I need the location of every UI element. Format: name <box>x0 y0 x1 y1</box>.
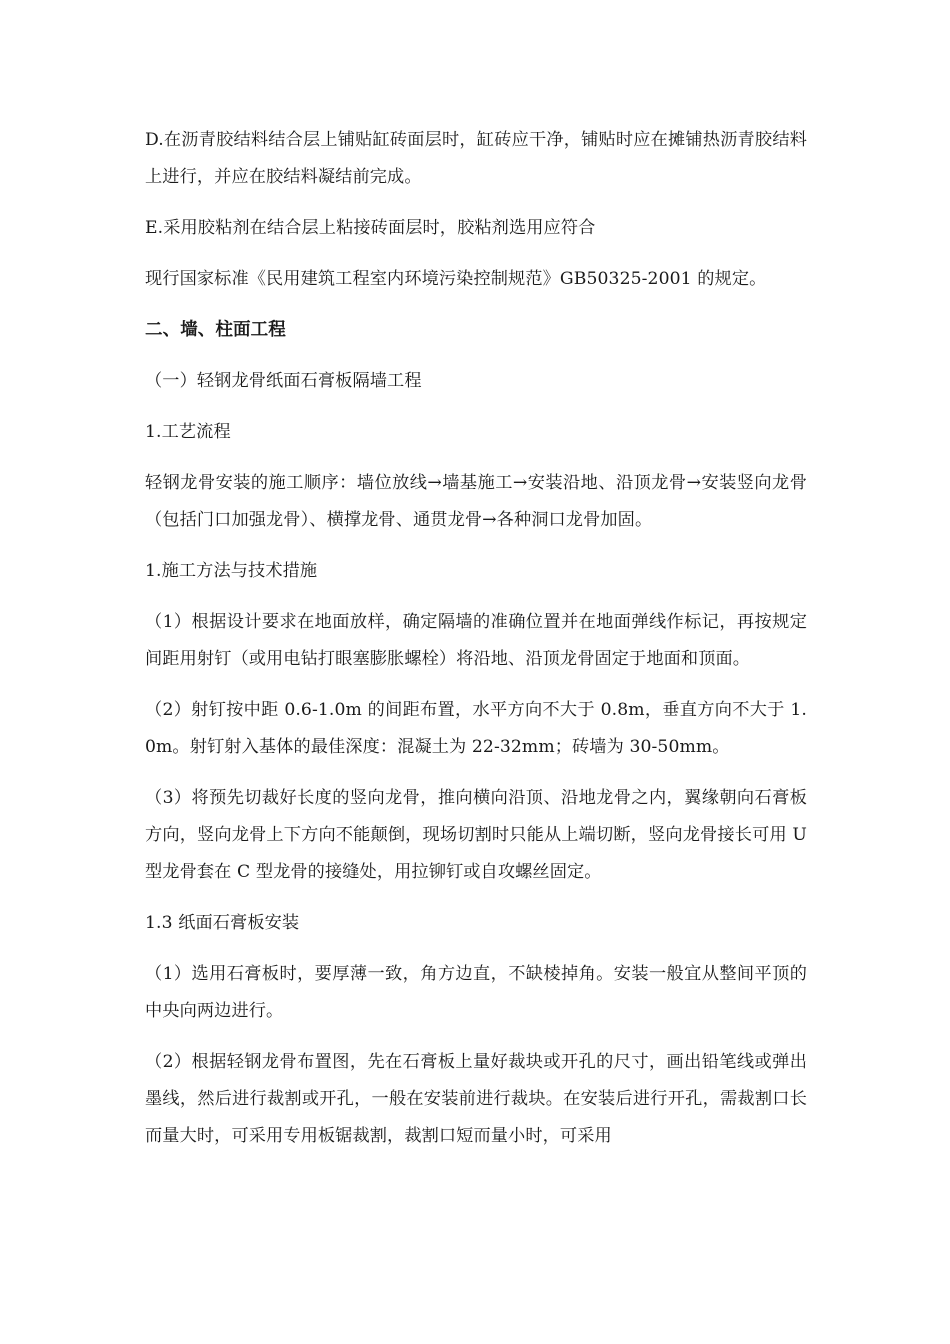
paragraph-step-1: （1）根据设计要求在地面放样，确定隔墙的准确位置并在地面弹线作标记，再按规定间距用射钉（或用电钻打眼塞膨胀螺栓）将沿地、沿顶龙骨固定于地面和顶面。 <box>145 612 807 669</box>
paragraph-standard-reference: 现行国家标准《民用建筑工程室内环境污染控制规范》GB50325-2001 的规定。 <box>145 269 767 289</box>
paragraph-step-2: （2）射钉按中距 0.6-1.0m 的间距布置，水平方向不大于 0.8m，垂直方向不大于 1.0m。射钉射入基体的最佳深度：混凝土为 22-32mm；砖墙为 30-50mm。 <box>145 700 807 757</box>
subsection-heading: （一）轻钢龙骨纸面石膏板隔墙工程 <box>145 371 422 391</box>
subheading-process-flow: 1.工艺流程 <box>145 422 231 442</box>
document-body <box>145 122 807 1169</box>
paragraph-board-step-2: （2）根据轻钢龙骨布置图，先在石膏板上量好裁块或开孔的尺寸，画出铅笔线或弹出墨线，然后进行裁割或开孔，一般在安装前进行裁块。在安装后进行开孔，需裁割口长而量大时，可采用专用板锯裁割，裁割口短而量小时，可采用 <box>145 1052 807 1146</box>
paragraph-item-e: E.采用胶粘剂在结合层上粘接砖面层时，胶粘剂选用应符合 <box>145 218 596 238</box>
section-heading: 二、墙、柱面工程 <box>145 320 286 340</box>
paragraph-construction-sequence: 轻钢龙骨安装的施工顺序：墙位放线→墙基施工→安装沿地、沿顶龙骨→安装竖向龙骨（包括门口加强龙骨）、横撑龙骨、通贯龙骨→各种洞口龙骨加固。 <box>145 473 807 530</box>
subheading-gypsum-board: 1.3 纸面石膏板安装 <box>145 913 300 933</box>
paragraph-step-3: （3）将预先切裁好长度的竖向龙骨，推向横向沿顶、沿地龙骨之内，翼缘朝向石膏板方向，竖向龙骨上下方向不能颠倒，现场切割时只能从上端切断，竖向龙骨接长可用 U 型龙骨套在 C 型龙骨的接缝处，用拉铆钉或自攻螺丝固定。 <box>145 788 807 882</box>
paragraph-item-d: D.在沥青胶结料结合层上铺贴缸砖面层时，缸砖应干净，铺贴时应在摊铺热沥青胶结料上进行，并应在胶结料凝结前完成。 <box>145 130 807 187</box>
subheading-methods: 1.施工方法与技术措施 <box>145 561 318 581</box>
paragraph-board-step-1: （1）选用石膏板时，要厚薄一致，角方边直，不缺棱掉角。安装一般宜从整间平顶的中央向两边进行。 <box>145 964 807 1021</box>
